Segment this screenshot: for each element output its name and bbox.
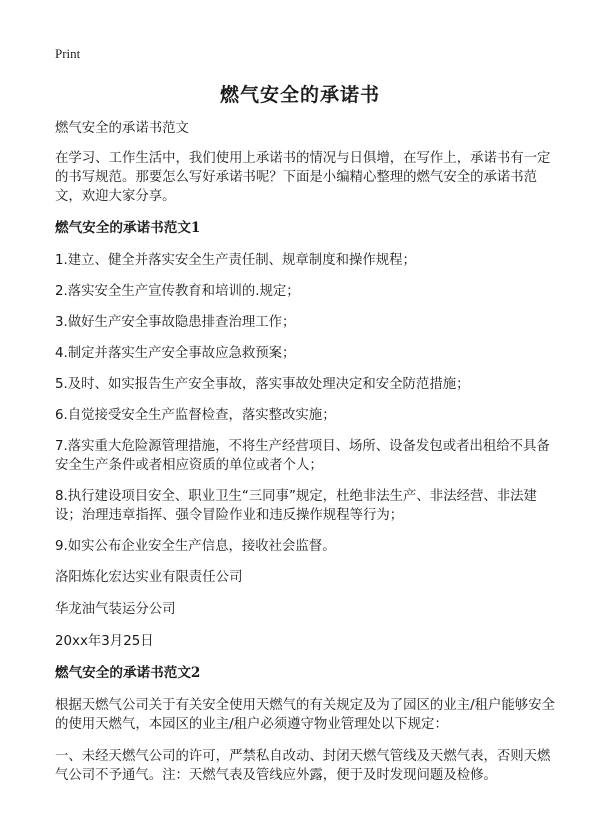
document-title: 燃气安全的承诺书 (219, 84, 380, 106)
list-item: 7.落实重大危险源管理措施，不将生产经营项目、场所、设备发包或者出租给不具备安全生产条件或者相应资质的单位或者个人； (55, 439, 550, 473)
list-item: 4.制定并落实生产安全事故应急救预案； (55, 346, 296, 361)
list-item: 9.如实公布企业安全生产信息，接收社会监督。 (55, 539, 336, 554)
signature-date: 20xx年3月25日 (55, 634, 154, 649)
document-body (55, 119, 560, 798)
section2-paragraph: 一、未经天燃气公司的许可，严禁私自改动、封闭天燃气管线及天燃气表，否则天燃气公司不予通气。注：天燃气表及管线应外露，便于及时发现问题及检修。 (55, 749, 551, 783)
document-subtitle: 燃气安全的承诺书范文 (55, 121, 189, 136)
list-item: 3.做好生产安全事故隐患排查治理工作； (55, 315, 296, 330)
list-item: 2.落实安全生产宣传教育和培训的.规定； (55, 284, 300, 299)
section-heading-1: 燃气安全的承诺书范文1 (55, 220, 201, 236)
branch-name: 华龙油气装运分公司 (55, 602, 176, 617)
company-name: 洛阳炼化宏达实业有限责任公司 (55, 570, 243, 585)
list-item: 8.执行建设项目安全、职业卫生“三同事”规定，杜绝非法生产、非法经营、非法建设；治理违章指挥、强令冒险作业和违反操作规程等行为； (55, 489, 537, 523)
section2-paragraph: 根据天燃气公司关于有关安全使用天燃气的有关规定及为了园区的业主/租户能够安全的使用天燃气，本园区的业主/租户必须遵守物业管理处以下规定： (55, 698, 555, 732)
print-label[interactable]: Print (55, 46, 81, 61)
list-item: 1.建立、健全并落实安全生产责任制、规章制度和操作规程； (55, 253, 416, 268)
intro-paragraph: 在学习、工作生活中，我们使用上承诺书的情况与日俱增，在写作上，承诺书有一定的书写规范。那要怎么写好承诺书呢？下面是小编精心整理的燃气安全的承诺书范文，欢迎大家分享。 (55, 151, 551, 204)
list-item: 6.自觉接受安全生产监督检查，落实整改实施； (55, 408, 336, 423)
list-item: 5.及时、如实报告生产安全事故，落实事故处理决定和安全防范措施； (55, 377, 470, 392)
section-heading-2: 燃气安全的承诺书范文2 (55, 665, 201, 681)
